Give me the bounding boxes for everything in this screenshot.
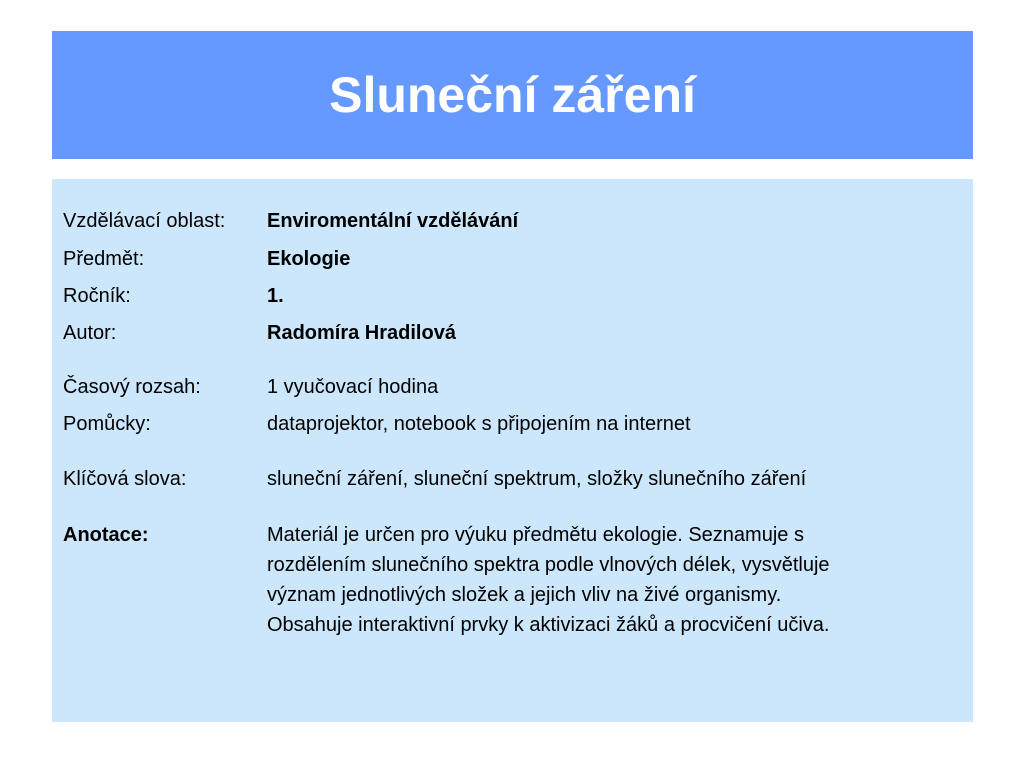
- subject-value: Ekologie: [267, 248, 351, 270]
- area-value: Enviromentální vzdělávání: [267, 210, 519, 232]
- row-author: [63, 318, 947, 348]
- annotation-line: význam jednotlivých složek a jejich vliv na živé organismy.: [267, 584, 782, 606]
- author-value: Radomíra Hradilová: [267, 322, 456, 344]
- row-keywords: [63, 464, 947, 494]
- row-time: [63, 372, 947, 402]
- row-grade: [63, 281, 947, 311]
- keywords-value: sluneční záření, sluneční spektrum, složky slunečního záření: [267, 468, 807, 490]
- grade-value: 1.: [267, 285, 284, 307]
- row-annotation: [63, 520, 947, 640]
- tools-label: Pomůcky:: [63, 413, 151, 435]
- row-area: [63, 206, 947, 236]
- time-value: 1 vyučovací hodina: [267, 376, 439, 398]
- annotation-text: [267, 520, 947, 640]
- row-subject: [63, 244, 947, 274]
- grade-label: Ročník:: [63, 285, 131, 307]
- area-label: Vzdělávací oblast:: [63, 210, 226, 232]
- annotation-label: Anotace:: [63, 524, 149, 546]
- annotation-line: Obsahuje interaktivní prvky k aktivizaci žáků a procvičení učiva.: [267, 614, 830, 636]
- slide-title: Sluneční záření: [329, 67, 696, 123]
- annotation-line: rozdělením slunečního spektra podle vlnových délek, vysvětluje: [267, 554, 830, 576]
- content-box: [52, 179, 973, 722]
- title-band: [52, 31, 973, 159]
- annotation-line: Materiál je určen pro výuku předmětu ekologie. Seznamuje s: [267, 524, 804, 546]
- row-tools: [63, 409, 947, 439]
- keywords-label: Klíčová slova:: [63, 468, 187, 490]
- tools-value: dataprojektor, notebook s připojením na internet: [267, 413, 691, 435]
- time-label: Časový rozsah:: [63, 376, 201, 398]
- subject-label: Předmět:: [63, 248, 145, 270]
- author-label: Autor:: [63, 322, 117, 344]
